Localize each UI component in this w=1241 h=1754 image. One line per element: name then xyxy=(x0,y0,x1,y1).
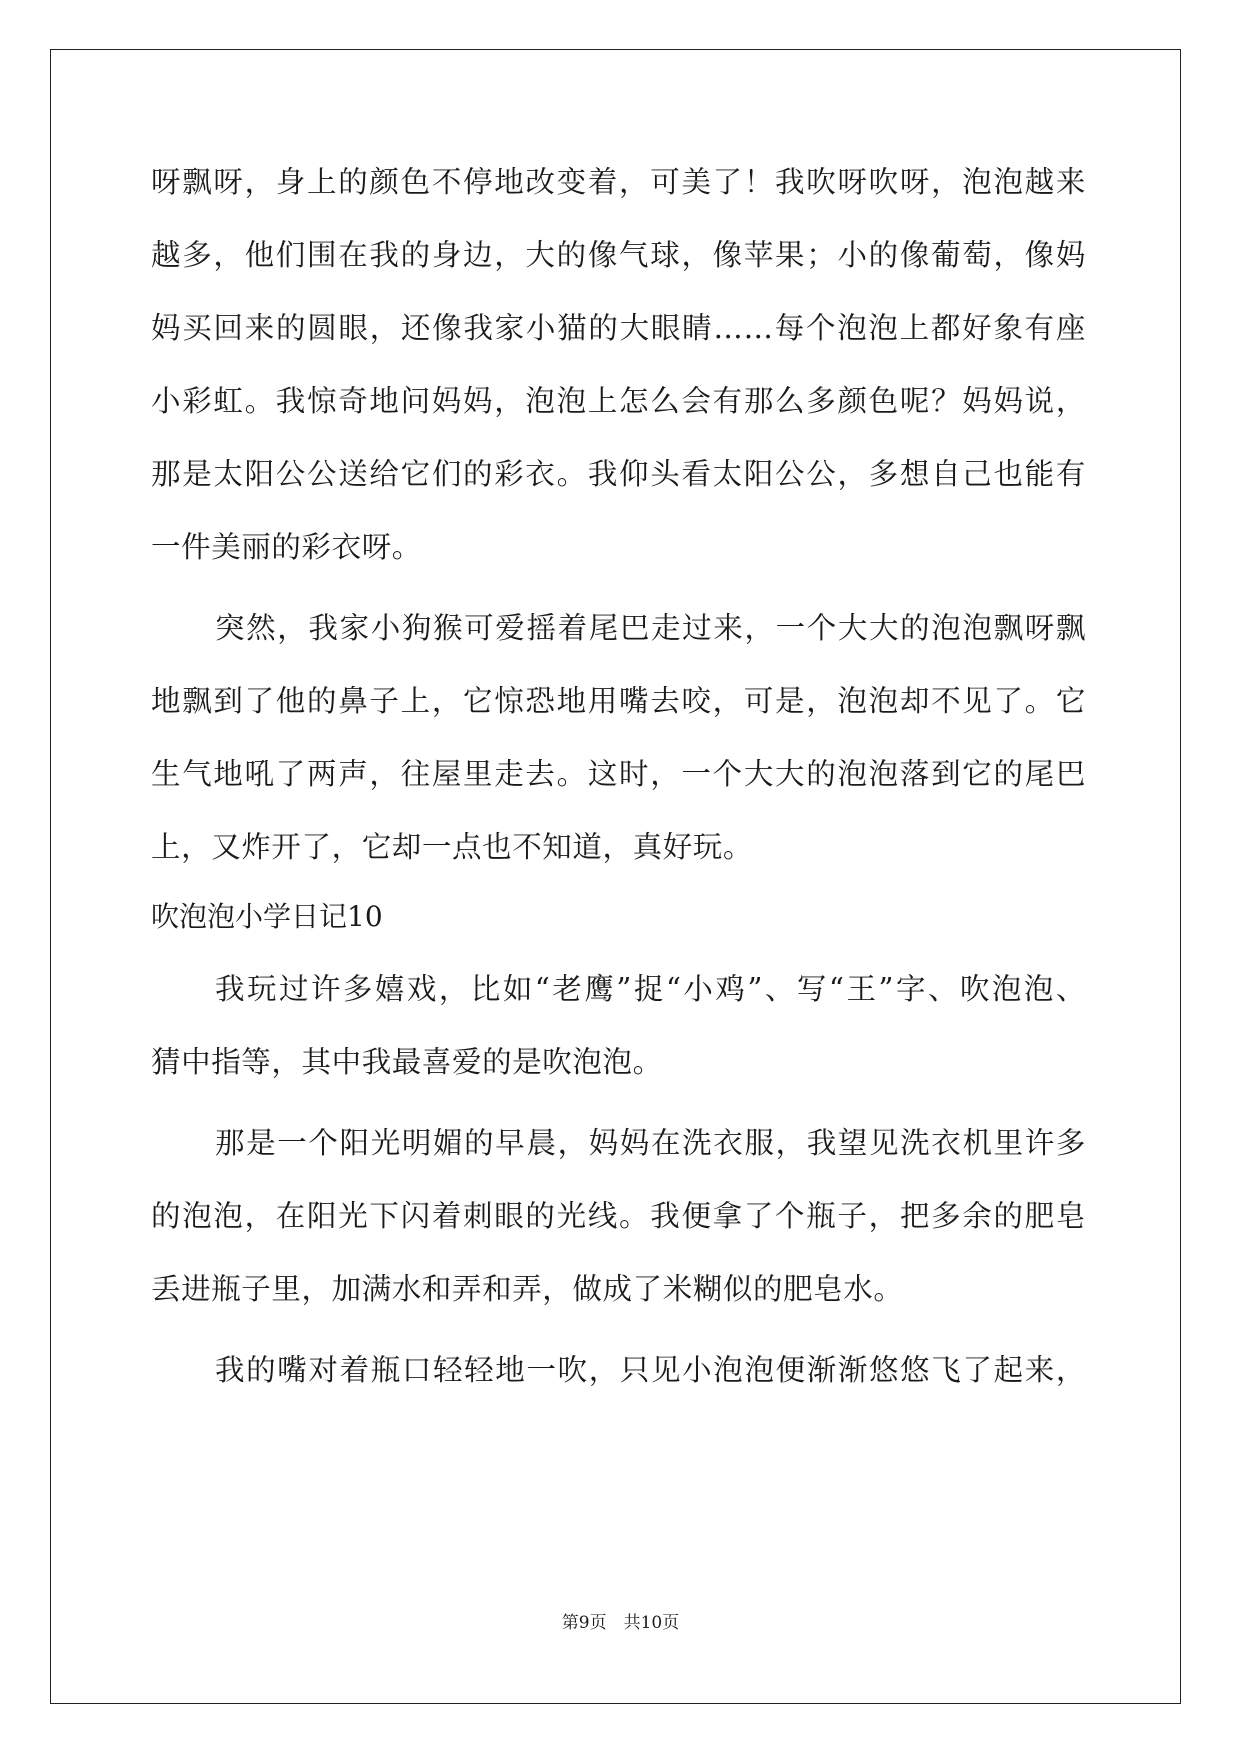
text-line: 地飘到了他的鼻子上，它惊恐地用嘴去咬，可是，泡泡却不见了。它 xyxy=(151,684,1086,718)
text-line: 妈买回来的圆眼，还像我家小猫的大眼睛……每个泡泡上都好象有座 xyxy=(151,311,1086,345)
paragraph-first-line: 我的嘴对着瓶口轻轻地一吹，只见小泡泡便渐渐悠悠飞了起来， xyxy=(215,1353,1086,1387)
paragraph-first-line: 突然，我家小狗猴可爱摇着尾巴走过来，一个大大的泡泡飘呀飘 xyxy=(215,611,1086,645)
text-line: 越多，他们围在我的身边，大的像气球，像苹果；小的像葡萄，像妈 xyxy=(151,238,1086,272)
text-line: 上，又炸开了，它却一点也不知道，真好玩。 xyxy=(151,830,754,864)
paragraph-first-line: 那是一个阳光明媚的早晨，妈妈在洗衣服，我望见洗衣机里许多 xyxy=(215,1126,1086,1160)
text-line: 那是太阳公公送给它们的彩衣。我仰头看太阳公公，多想自己也能有 xyxy=(151,457,1086,491)
section-heading: 吹泡泡小学日记10 xyxy=(151,900,383,933)
text-line: 猜中指等，其中我最喜爱的是吹泡泡。 xyxy=(151,1045,663,1079)
paragraph-first-line: 我玩过许多嬉戏，比如“老鹰”捉“小鸡”、写“王”字、吹泡泡、 xyxy=(215,972,1086,1006)
text-line: 丢进瓶子里，加满水和弄和弄，做成了米糊似的肥皂水。 xyxy=(151,1272,904,1306)
text-line: 一件美丽的彩衣呀。 xyxy=(151,530,422,564)
text-line: 的泡泡，在阳光下闪着刺眼的光线。我便拿了个瓶子，把多余的肥皂 xyxy=(151,1199,1086,1233)
text-line: 生气地吼了两声，往屋里走去。这时，一个大大的泡泡落到它的尾巴 xyxy=(151,757,1086,791)
text-line: 呀飘呀，身上的颜色不停地改变着，可美了！我吹呀吹呀，泡泡越来 xyxy=(151,165,1086,199)
text-line: 小彩虹。我惊奇地问妈妈，泡泡上怎么会有那么多颜色呢？妈妈说， xyxy=(151,384,1086,418)
page-number-footer: 第9页 共10页 xyxy=(561,1613,680,1633)
page-border xyxy=(50,49,1181,1704)
